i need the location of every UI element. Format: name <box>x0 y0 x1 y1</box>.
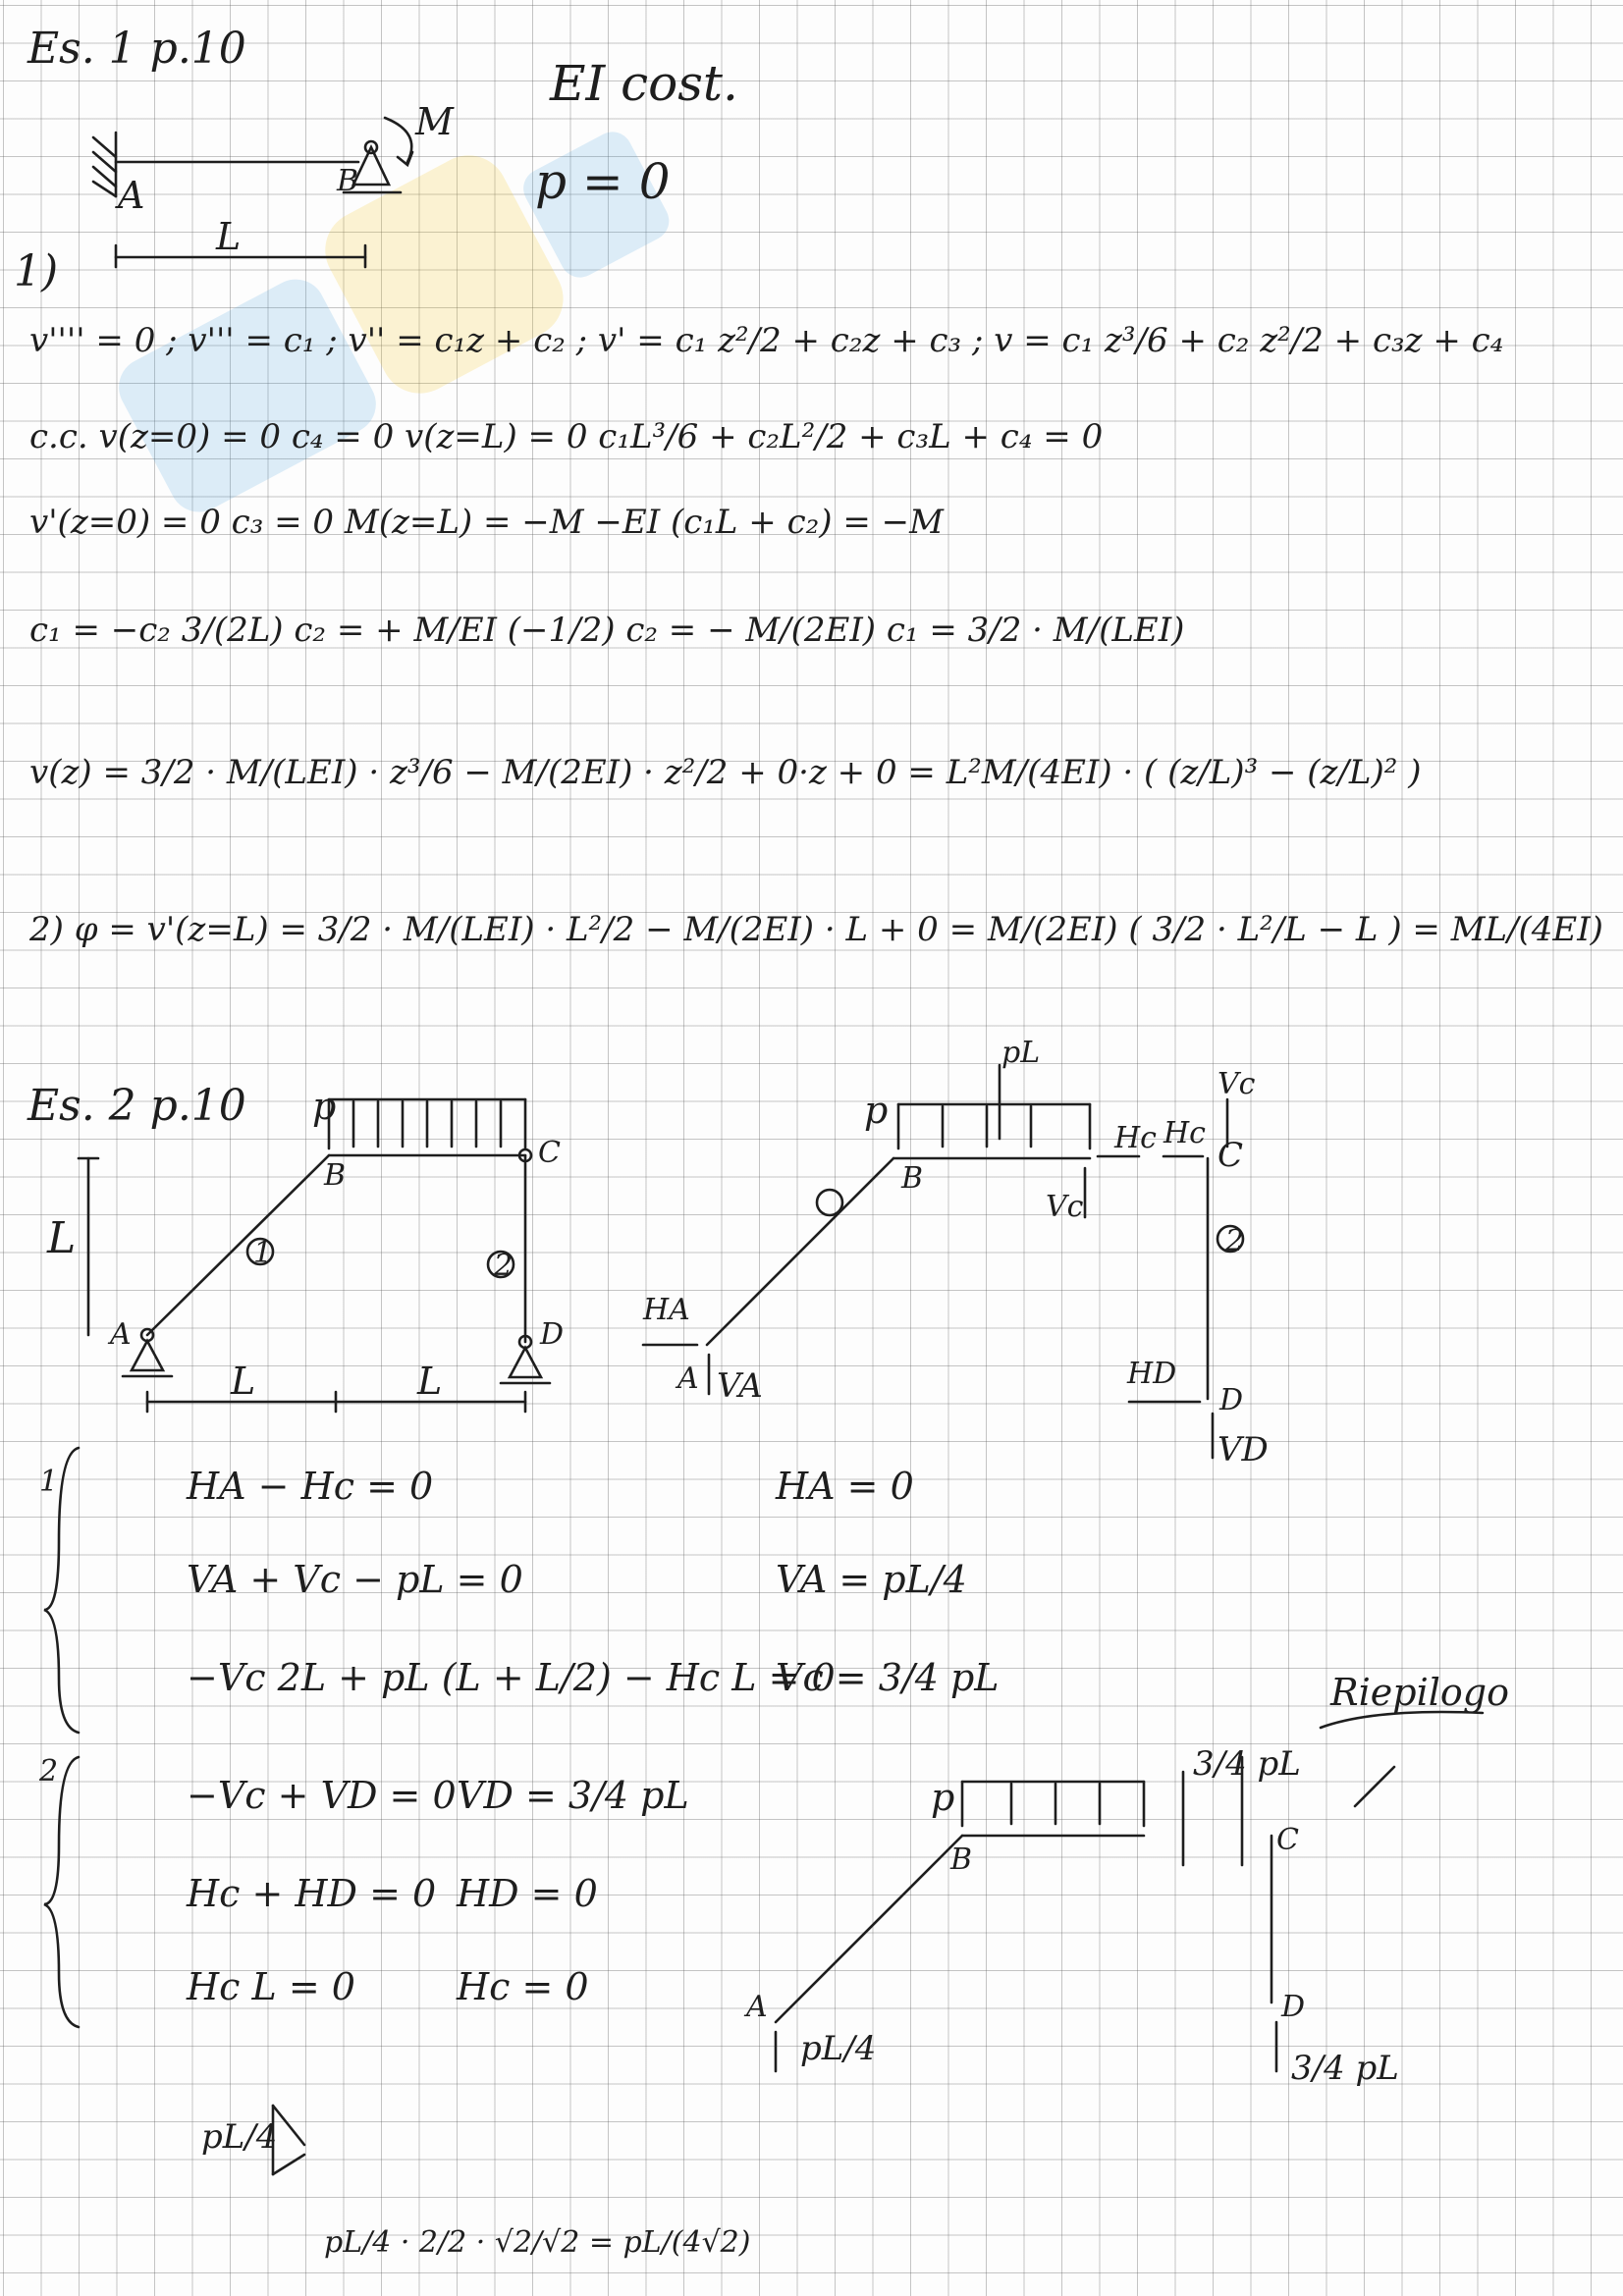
ex2-label-b: B <box>324 1158 347 1193</box>
equilibrium-equation: HA − Hc = 0 <box>187 1465 434 1508</box>
system-number: 1 <box>39 1465 59 1499</box>
ex1-hypothesis: EI cost. <box>550 55 738 112</box>
resultant-label: pL/4 <box>201 2117 278 2157</box>
summary-reaction-label: 3/4 pL <box>1291 2049 1399 2088</box>
ex1-part-mark: 1) <box>14 246 59 296</box>
resultant-arrow-icon <box>273 2106 304 2174</box>
fbd-label-hc: Hc <box>1114 1121 1157 1155</box>
ex1-label-a: A <box>118 174 145 217</box>
distributed-load-icon <box>329 1099 525 1148</box>
member-number: 2 <box>1225 1224 1245 1258</box>
ex2-label-a: A <box>110 1317 132 1352</box>
ex2-label-l-vertical: L <box>47 1213 77 1263</box>
ex1-load: p = 0 <box>535 153 671 210</box>
fbd-label-b: B <box>901 1161 924 1196</box>
system-brace <box>44 1757 79 2027</box>
summary-title: Riepilogo <box>1330 1671 1509 1714</box>
equilibrium-result: VA = pL/4 <box>776 1558 967 1601</box>
fbd-label-vc: Vc <box>1046 1190 1084 1224</box>
ex2-label-l: L <box>231 1360 256 1403</box>
fbd-label-ha: HA <box>643 1293 690 1327</box>
summary-diagram <box>776 1712 1483 2071</box>
summary-reaction-label: pL/4 <box>800 2029 877 2068</box>
fbd-label-a: A <box>677 1362 699 1396</box>
fbd-beam-ab <box>643 1065 1139 1394</box>
equilibrium-result: HA = 0 <box>776 1465 914 1508</box>
ex2-label-d: D <box>540 1317 565 1352</box>
fbd-label-c: C <box>1217 1136 1244 1175</box>
ex1-equation-line: v'(z=0) = 0 c₃ = 0 M(z=L) = −M −EI (c₁L + c₂) = −M <box>29 503 944 542</box>
equilibrium-equation: Hc L = 0 <box>187 1965 355 2008</box>
fbd-label-p: p <box>864 1089 889 1132</box>
summary-label-a: A <box>746 1990 768 2024</box>
system-number: 2 <box>39 1754 59 1789</box>
ex1-equation-line: c.c. v(z=0) = 0 c₄ = 0 v(z=L) = 0 c₁L³/6 + c₂L²/2 + c₃L + c₄ = 0 <box>29 417 1104 456</box>
summary-label-c: C <box>1276 1823 1299 1857</box>
equilibrium-result: VD = 3/4 pL <box>457 1774 689 1817</box>
summary-label-b: B <box>950 1842 973 1877</box>
equilibrium-result: Vc = 3/4 pL <box>776 1656 1000 1699</box>
summary-reaction-label: 3/4 pL <box>1193 1744 1301 1784</box>
ex1-title: Es. 1 p.10 <box>27 24 246 74</box>
equilibrium-result: Hc = 0 <box>457 1965 589 2008</box>
ex1-equation-line: c₁ = −c₂ 3/(2L) c₂ = + M/EI (−1/2) c₂ = − M/(2EI) c₁ = 3/2 · M/(LEI) <box>29 611 1185 650</box>
equilibrium-equation: VA + Vc − pL = 0 <box>187 1558 523 1601</box>
ex1-equation-line: 2) φ = v'(z=L) = 3/2 · M/(LEI) · L²/2 − M/(2EI) · L + 0 = M/(2EI) ( 3/2 · L²/L − L ) = ML/(4EI) <box>29 910 1603 949</box>
equilibrium-equation: −Vc + VD = 0 <box>187 1774 457 1817</box>
ex2-label-c: C <box>538 1136 561 1170</box>
member-number: 1 <box>253 1236 273 1270</box>
fbd-label-d: D <box>1219 1383 1244 1417</box>
equilibrium-result: HD = 0 <box>457 1872 598 1915</box>
summary-label-d: D <box>1281 1990 1306 2024</box>
equilibrium-equation: Hc + HD = 0 <box>187 1872 437 1915</box>
ex1-label-b: B <box>337 164 359 198</box>
member-number: 2 <box>494 1249 514 1283</box>
summary-label-p: p <box>931 1776 955 1819</box>
ex2-label-p: p <box>312 1085 337 1128</box>
ex1-label-m: M <box>415 100 454 143</box>
ex2-label-l: L <box>417 1360 443 1403</box>
fbd-label-vc: Vc <box>1217 1067 1256 1101</box>
fbd-label-hc: Hc <box>1163 1116 1206 1150</box>
ex1-label-l: L <box>216 215 242 258</box>
decomposition-calc: pL/4 · 2/2 · √2/√2 = pL/(4√2) <box>324 2225 751 2260</box>
fbd-label-hd: HD <box>1127 1357 1177 1391</box>
pin-support-icon <box>501 1348 550 1383</box>
ex1-equation-line: v'''' = 0 ; v''' = c₁ ; v'' = c₁z + c₂ ; v' = c₁ z²/2 + c₂z + c₃ ; v = c₁ z³/6 + c₂ z²/2 + c₃z + c₄ <box>29 321 1504 360</box>
ex2-title: Es. 2 p.10 <box>27 1081 246 1131</box>
fbd-label-vd: VD <box>1217 1430 1269 1469</box>
equilibrium-equation: −Vc 2L + pL (L + L/2) − Hc L = 0 <box>187 1656 836 1699</box>
fbd-label-pl: pL <box>1001 1036 1041 1070</box>
fbd-label-va: VA <box>717 1366 763 1406</box>
ex1-equation-line: v(z) = 3/2 · M/(LEI) · z³/6 − M/(2EI) · z²/2 + 0·z + 0 = L²M/(4EI) · ( (z/L)³ − (z/L)² ) <box>29 753 1422 792</box>
